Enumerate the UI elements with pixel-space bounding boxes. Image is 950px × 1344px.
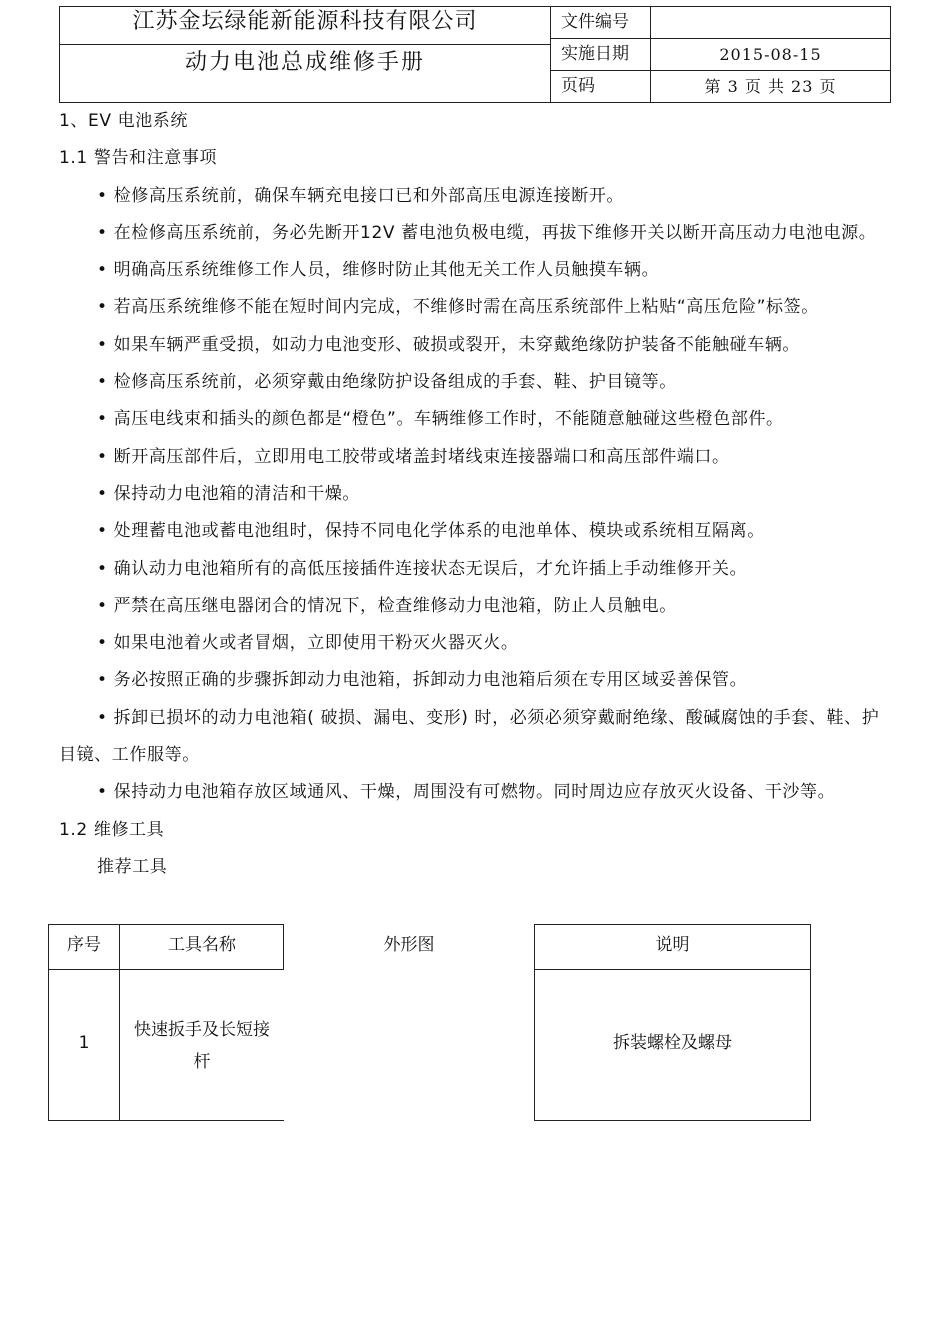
warning-item: • 处理蓄电池或蓄电池组时，保持不同电化学体系的电池单体、模块或系统相互隔离。 — [97, 521, 765, 542]
table-header-tool-name: 工具名称 — [168, 935, 236, 955]
doc-number-value — [651, 7, 890, 38]
warning-item: • 保持动力电池箱存放区域通风、干燥，周围没有可燃物。同时周边应存放灭火设备、干沙等。 — [97, 782, 836, 803]
warning-item: • 保持动力电池箱的清洁和干燥。 — [97, 483, 361, 504]
warning-item: • 若高压系统维修不能在短时间内完成，不维修时需在高压系统部件上粘贴“高压危险”标签。 — [97, 297, 819, 318]
doc-number-label: 文件编号 — [551, 7, 651, 38]
tool-table — [48, 924, 811, 1121]
table-cell-tool-name: 快速扳手及长短接杆 — [134, 1020, 270, 1072]
subsection-warnings-title: 1.1 警告和注意事项 — [59, 148, 218, 169]
warning-item: • 如果车辆严重受损，如动力电池变形、破损或裂开，未穿戴绝缘防护装备不能触碰车辆。 — [97, 334, 801, 355]
page-number-row — [551, 71, 890, 102]
effective-date-label: 实施日期 — [551, 39, 651, 70]
document-body — [59, 103, 894, 886]
section-title: 1、EV 电池系统 — [59, 111, 188, 131]
warning-item: • 务必按照正确的步骤拆卸动力电池箱，拆卸动力电池箱后须在专用区域妥善保管。 — [97, 670, 748, 691]
doc-number-row — [551, 7, 890, 39]
table-cell-no: 1 — [78, 1033, 90, 1053]
warning-item: • 断开高压部件后，立即用电工胶带或堵盖封堵线束连接器端口和高压部件端口。 — [97, 446, 730, 467]
effective-date-row — [551, 39, 890, 71]
warning-item: • 检修高压系统前，确保车辆充电接口已和外部高压电源连接断开。 — [97, 185, 625, 206]
company-name: 江苏金坛绿能新能源科技有限公司 — [60, 7, 550, 45]
manual-title: 动力电池总成维修手册 — [184, 50, 425, 75]
table-border — [48, 1120, 284, 1121]
recommended-tools-label: 推荐工具 — [97, 856, 168, 877]
table-header-no: 序号 — [67, 935, 101, 955]
warning-item: • 拆卸已损坏的动力电池箱( 破损、漏电、变形) 时，必须必须穿戴耐绝缘、酸碱腐蚀的手套、鞋、护目镜、工作服等。 — [59, 707, 880, 766]
subsection-tools-title: 1.2 维修工具 — [59, 819, 165, 840]
warning-item: • 明确高压系统维修工作人员，维修时防止其他无关工作人员触摸车辆。 — [97, 260, 660, 281]
table-header-image: 外形图 — [383, 935, 435, 955]
page-number-label: 页码 — [551, 71, 651, 102]
warning-item: • 严禁在高压继电器闭合的情况下，检查维修动力电池箱，防止人员触电。 — [97, 595, 677, 616]
table-cell-description: 拆装螺栓及螺母 — [613, 1033, 732, 1053]
warning-item: • 检修高压系统前，必须穿戴由绝缘防护设备组成的手套、鞋、护目镜等。 — [97, 372, 677, 393]
table-border — [534, 1120, 811, 1121]
document-header — [59, 6, 891, 103]
effective-date-value: 2015-08-15 — [719, 45, 822, 64]
table-header-description: 说明 — [655, 935, 690, 955]
warning-item: • 如果电池着火或者冒烟，立即使用干粉灭火器灭火。 — [97, 633, 519, 654]
table-border — [48, 969, 284, 970]
warning-item: • 高压电线束和插头的颜色都是“橙色”。车辆维修工作时，不能随意触碰这些橙色部件。 — [97, 409, 784, 430]
page-number-value: 第 3 页 共 23 页 — [704, 77, 837, 96]
warning-item: • 在检修高压系统前，务必先断开12V 蓄电池负极电缆，再拔下维修开关以断开高压动力电池电源。 — [97, 222, 877, 243]
table-border — [534, 969, 811, 970]
header-title-block — [60, 7, 551, 102]
warning-item: • 确认动力电池箱所有的高低压接插件连接状态无误后，才允许插上手动维修开关。 — [97, 558, 748, 579]
